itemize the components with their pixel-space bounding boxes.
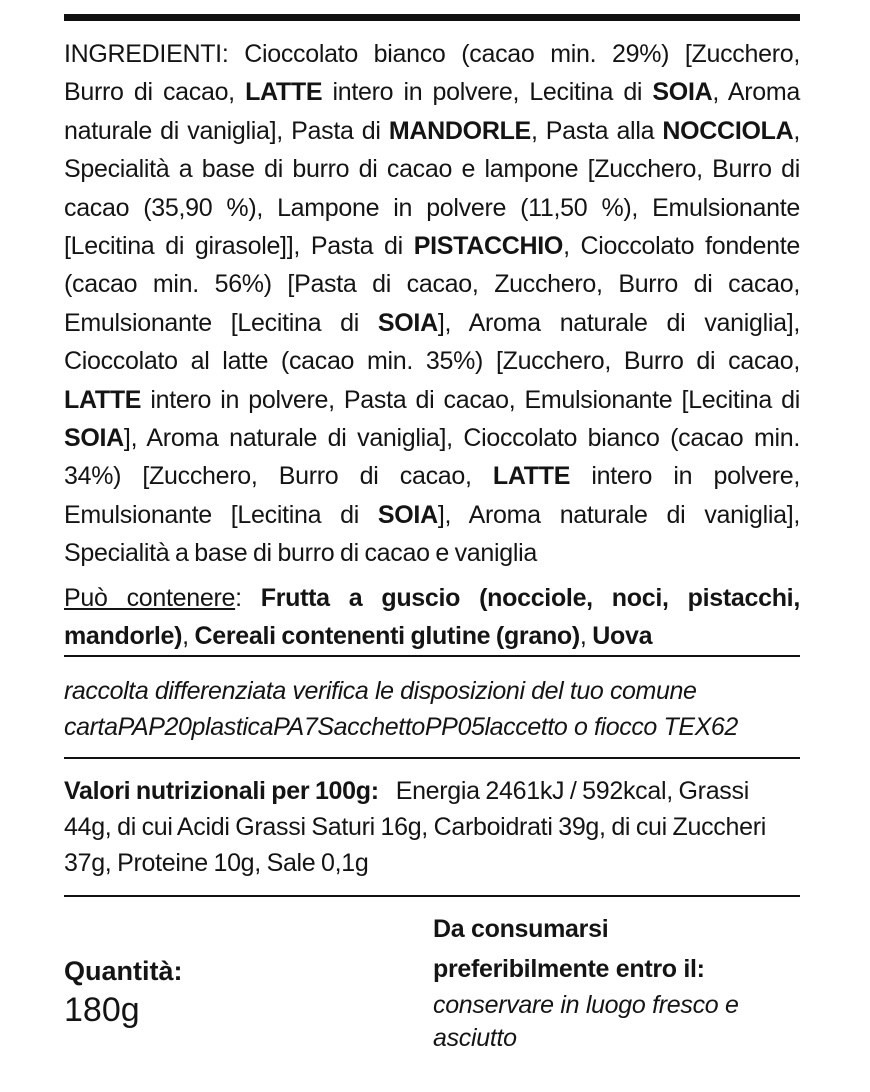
may-contain-eggs: Uova [592, 621, 653, 650]
bottom-section [64, 897, 800, 1077]
divider [64, 757, 800, 759]
allergen-soia: SOIA [652, 78, 713, 107]
allergen-latte: LATTE [492, 462, 571, 491]
allergen-nocciola: NOCCIOLA [662, 116, 794, 145]
may-contain-colon: : [235, 583, 242, 612]
ingredients-text: ], Aroma naturale di vaniglia], Cioccolato al latte (cacao min. 35%) [Zucchero, Burro di cacao, [64, 308, 800, 376]
quantity-label: Quantità: [64, 955, 183, 986]
ingredients-text: intero in polvere, Pasta di cacao, Emulsionante [Lecitina di [150, 385, 800, 414]
allergen-mandorle: MANDORLE [388, 116, 531, 145]
expiry-label: preferibilmente entro il: [433, 954, 705, 983]
may-contain-separator: , [579, 621, 587, 650]
ingredients-text: Cioccolato bianco (cacao min. 29%) [Zucchero, Burro di cacao, [64, 40, 800, 107]
may-contain-separator: , [182, 621, 189, 650]
storage-instructions: conservare in luogo fresco e asciutto [433, 990, 739, 1052]
recycling-codes: cartaPAP20plasticaPA7SacchettoPP05laccetto o fiocco TEX62 [64, 712, 738, 741]
allergen-soia: SOIA [64, 424, 124, 453]
quantity-value: 180g [64, 990, 140, 1029]
allergen-pistacchio: PISTACCHIO [413, 232, 564, 261]
nutrition-values: Energia 2461kJ / 592kcal, Grassi 44g, di cui Acidi Grassi Saturi 16g, Carboidrati 39g, di cui Zuccheri 37g, Proteine 10g, Sale 0,1g [64, 776, 766, 877]
nutrition-title: Valori nutrizionali per 100g: [64, 776, 379, 805]
quantity-block [64, 953, 183, 1031]
ingredients-text: intero in polvere, Lecitina di [332, 78, 643, 107]
nutrition-block [64, 773, 800, 881]
ingredients-text: ], Aroma naturale di vaniglia], Cioccolato bianco (cacao min. 34%) [Zucchero, Burro di cacao, [64, 424, 800, 491]
ingredients-text: intero in polvere, Emulsionante [Lecitina di [64, 462, 801, 529]
top-divider [64, 14, 800, 21]
allergen-latte: LATTE [245, 78, 323, 107]
expiry-label: Da consumarsi [433, 914, 609, 943]
may-contain-nuts: Frutta a guscio (nocciole, noci, pistacchi, mandorle) [64, 583, 800, 650]
ingredients-heading: INGREDIENTI: [64, 40, 229, 68]
expiry-block [433, 909, 803, 1055]
product-label [64, 14, 800, 1077]
may-contain-label: Può contenere [64, 583, 236, 612]
allergen-soia: SOIA [377, 308, 438, 337]
ingredients-text: , Aroma naturale di vaniglia], Pasta di [64, 78, 800, 145]
ingredients-block [64, 35, 800, 573]
may-contain-block [64, 579, 800, 655]
ingredients-text: , Specialità a base di burro di cacao e lampone [Zucchero, Burro di cacao (35,90 %), Lampone in polvere (11,50 %), Emulsionante [Lecitina di girasole]], Pasta di [64, 116, 800, 261]
allergen-soia: SOIA [377, 500, 438, 529]
may-contain-gluten: Cereali contenenti glutine (grano) [194, 621, 580, 650]
ingredients-text: , Pasta alla [530, 116, 655, 145]
ingredients-text: , Cioccolato fondente (cacao min. 56%) [Pasta di cacao, Zucchero, Burro di cacao, Emulsionante [Lecitina di [64, 232, 800, 337]
ingredients-text: ], Aroma naturale di vaniglia], Specialità a base di burro di cacao e vaniglia [64, 500, 800, 568]
recycling-line: raccolta differenziata verifica le disposizioni del tuo comune [64, 676, 697, 705]
allergen-latte: LATTE [64, 385, 142, 414]
divider [64, 655, 800, 657]
recycling-info [64, 673, 800, 745]
